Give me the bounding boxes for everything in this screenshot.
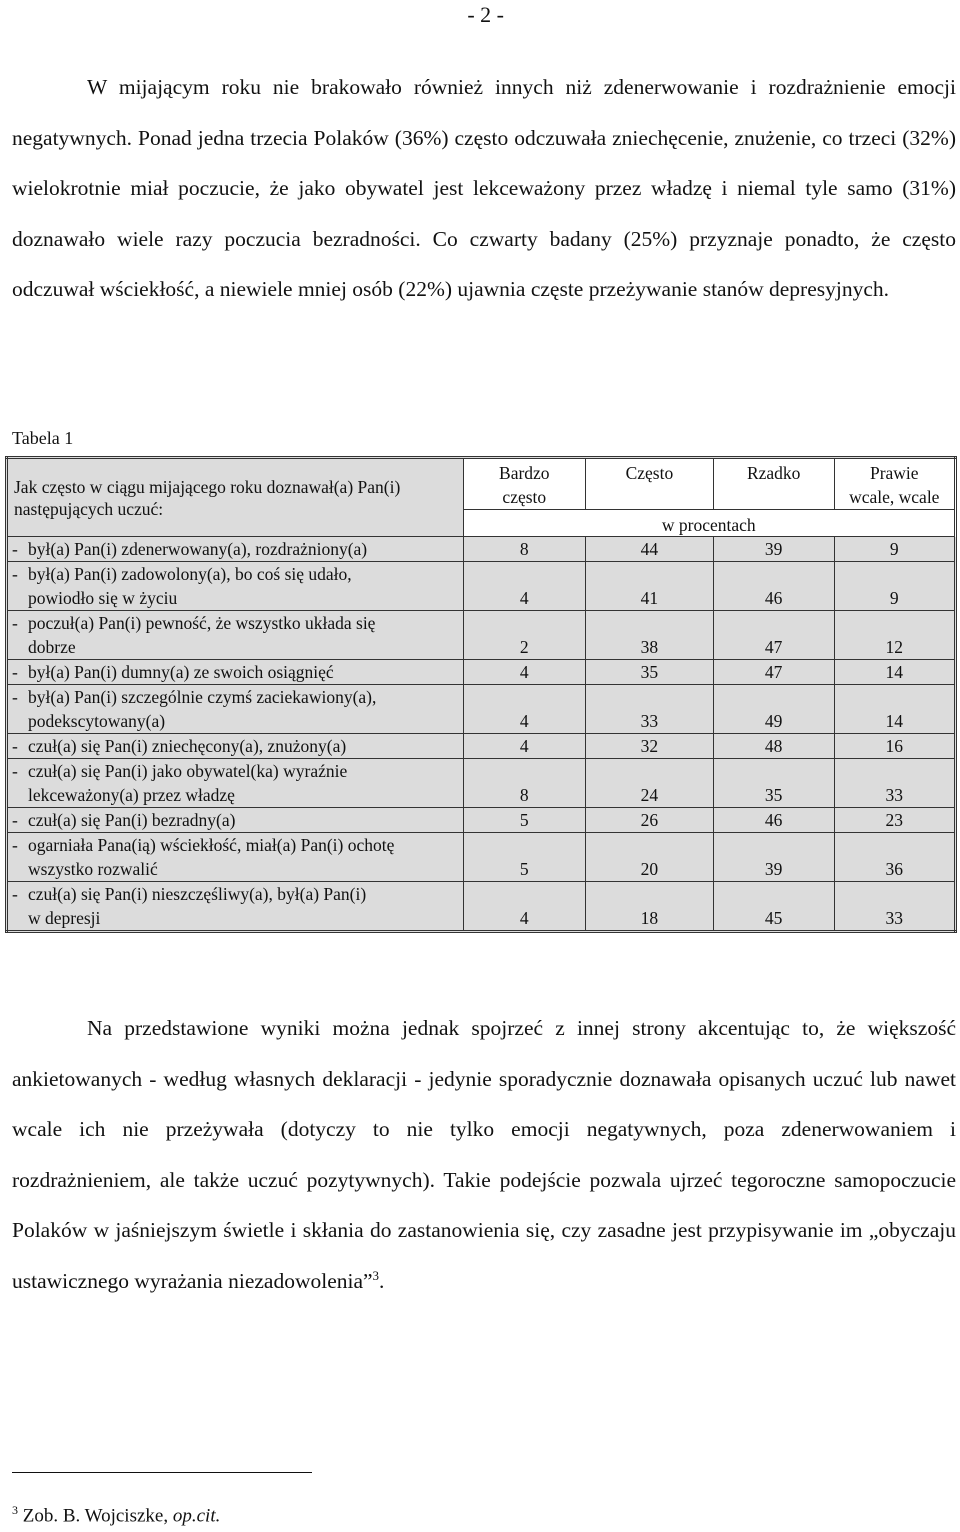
row-value: 2 bbox=[463, 611, 585, 660]
table-row bbox=[7, 562, 956, 611]
body-paragraph-2: Na przedstawione wyniki można jednak spojrzeć z innej strony akcentując to, że większość ankietowanych - według własnych deklaracji - jedynie sporadycznie doznawała opisanych uczuć lub nawet wcale ich nie przeżywała (dotyczy to nie tylko emocji negatywnych, poza zdenerwowaniem i rozdrażnieniem, ale także uczuć pozytywnych). Takie podejście pozwala ujrzeć tegoroczne samopoczucie Polaków w jaśniejszym świetle i skłania do zastanowienia się, czy zasadne jest przypisywanie im „obyczaju ustawicznego wyrażania niezadowolenia”$^3$. bbox=[12, 1016, 956, 1293]
row-value: 9 bbox=[834, 562, 955, 611]
row-value: 38 bbox=[586, 611, 714, 660]
footnote bbox=[12, 1503, 220, 1527]
row-value: 20 bbox=[586, 833, 714, 882]
row-value: 24 bbox=[586, 759, 714, 808]
table-row bbox=[7, 833, 956, 882]
footnote-reference: 3 bbox=[372, 1267, 380, 1283]
row-value: 33 bbox=[834, 759, 955, 808]
row-value: 32 bbox=[586, 734, 714, 759]
row-label: - czuł(a) się Pan(i) zniechęcony(a), znużony(a) bbox=[7, 734, 464, 759]
row-label: - ogarniała Pana(ią) wściekłość, miał(a) Pan(i) ochotę wszystko rozwalić bbox=[7, 833, 464, 882]
row-value: 35 bbox=[586, 660, 714, 685]
row-label: - był(a) Pan(i) zadowolony(a), bo coś się udało, powiodło się w życiu bbox=[7, 562, 464, 611]
row-value: 4 bbox=[463, 562, 585, 611]
col-header-often: Często bbox=[586, 458, 714, 510]
unit-label: w procentach bbox=[463, 510, 955, 537]
row-value: 4 bbox=[463, 660, 585, 685]
row-value: 4 bbox=[463, 882, 585, 932]
row-value: 46 bbox=[713, 808, 834, 833]
row-value: 23 bbox=[834, 808, 955, 833]
footnote-separator bbox=[12, 1472, 312, 1473]
body-paragraph-1: W mijającym roku nie brakowało również innych niż zdenerwowanie i rozdrażnienie emocji negatywnych. Ponad jedna trzecia Polaków (36%) często odczuwała zniechęcenie, znużenie, co trzeci (32%) wielokrotnie miał poczucie, że jako obywatel jest lekceważony przez władzę i niemal tyle samo (31%) doznawało wiele razy poczucia bezradności. Co czwarty badany (25%) przyznaje ponadto, że często odczuwał wściekłość, a niewiele mniej osób (22%) ujawnia częste przeżywanie stanów depresyjnych. bbox=[12, 75, 956, 301]
row-value: 35 bbox=[713, 759, 834, 808]
row-value: 12 bbox=[834, 611, 955, 660]
row-value: 18 bbox=[586, 882, 714, 932]
row-value: 14 bbox=[834, 685, 955, 734]
col-header-almost-never: Prawie wcale, wcale bbox=[834, 458, 955, 510]
row-label: - był(a) Pan(i) szczególnie czymś zaciekawiony(a), podekscytowany(a) bbox=[7, 685, 464, 734]
footnote-number: 3 bbox=[12, 1503, 18, 1517]
table-row bbox=[7, 734, 956, 759]
table-question: Jak często w ciągu mijającego roku doznawał(a) Pan(i) następujących uczuć: bbox=[7, 458, 464, 537]
row-label: - był(a) Pan(i) dumny(a) ze swoich osiągnięć bbox=[7, 660, 464, 685]
row-value: 8 bbox=[463, 537, 585, 562]
row-value: 48 bbox=[713, 734, 834, 759]
page-number: - 2 - bbox=[467, 2, 504, 27]
row-value: 39 bbox=[713, 833, 834, 882]
footnote-italic: op.cit. bbox=[172, 1505, 221, 1527]
table-row bbox=[7, 882, 956, 932]
row-value: 9 bbox=[834, 537, 955, 562]
row-value: 41 bbox=[586, 562, 714, 611]
row-value: 4 bbox=[463, 734, 585, 759]
row-label: - czuł(a) się Pan(i) jako obywatel(ka) wyraźnie lekceważony(a) przez władzę bbox=[7, 759, 464, 808]
row-value: 46 bbox=[713, 562, 834, 611]
row-value: 26 bbox=[586, 808, 714, 833]
row-label: - był(a) Pan(i) zdenerwowany(a), rozdrażniony(a) bbox=[7, 537, 464, 562]
table-row bbox=[7, 611, 956, 660]
row-label: - poczuł(a) Pan(i) pewność, że wszystko układa się dobrze bbox=[7, 611, 464, 660]
table-row bbox=[7, 759, 956, 808]
col-header-very-often: Bardzo często bbox=[463, 458, 585, 510]
row-label: - czuł(a) się Pan(i) bezradny(a) bbox=[7, 808, 464, 833]
row-value: 5 bbox=[463, 808, 585, 833]
row-value: 39 bbox=[713, 537, 834, 562]
emotions-table bbox=[5, 456, 957, 933]
row-value: 45 bbox=[713, 882, 834, 932]
row-value: 8 bbox=[463, 759, 585, 808]
row-value: 14 bbox=[834, 660, 955, 685]
row-value: 5 bbox=[463, 833, 585, 882]
row-value: 16 bbox=[834, 734, 955, 759]
row-value: 33 bbox=[834, 882, 955, 932]
row-value: 49 bbox=[713, 685, 834, 734]
row-value: 44 bbox=[586, 537, 714, 562]
row-label: - czuł(a) się Pan(i) nieszczęśliwy(a), był(a) Pan(i) w depresji bbox=[7, 882, 464, 932]
table-row bbox=[7, 808, 956, 833]
table-header-row bbox=[7, 458, 956, 510]
col-header-rarely: Rzadko bbox=[713, 458, 834, 510]
row-value: 47 bbox=[713, 660, 834, 685]
table-row bbox=[7, 660, 956, 685]
footnote-text: Zob. B. Wojciszke, bbox=[22, 1505, 173, 1527]
row-value: 33 bbox=[586, 685, 714, 734]
row-value: 47 bbox=[713, 611, 834, 660]
row-value: 36 bbox=[834, 833, 955, 882]
row-value: 4 bbox=[463, 685, 585, 734]
table-caption: Tabela 1 bbox=[12, 428, 74, 448]
table-row bbox=[7, 685, 956, 734]
table-row bbox=[7, 537, 956, 562]
